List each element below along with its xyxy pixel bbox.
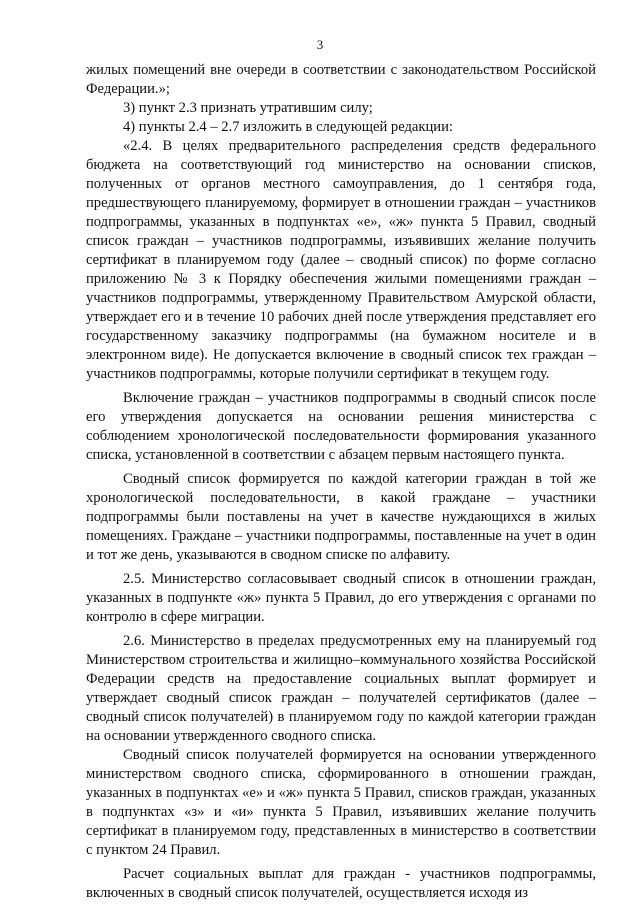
paragraph-2-4: «2.4. В целях предварительного распределения средств федерального бюджета на соответствующий год министерство на основании списков, полученных от органов местного самоуправления, до 1 сентября года, предшествующего планируемому, формирует в отношении граждан – участников подпрограммы, указанных в подпунктах «е», «ж» пункта 5 Правил, сводный список граждан – участников подпрограммы, изъявивших желание получить сертификат в планируемом году (далее – сводный список) по форме согласно приложению № 3 к Порядку обеспечения жилыми помещениями граждан – участников подпрограммы, утвержденному Правительством Амурской области, утверждает его и в течение 10 рабочих дней после утверждения представляет его государственному заказчику подпрограммы (на бумажном носителе и в электронном виде). Не допускается включение в сводный список тех граждан – участников подпрограммы, которые получили сертификат в текущем году. [86, 138, 596, 382]
paragraph-recipients-list: Сводный список получателей формируется на основании утвержденного министерством сводного списка, сформированного в отношении граждан, указанных в подпунктах «е» и «ж» пункта 5 Правил, списков граждан, указанных в подпунктах «з» и «и» пункта 5 Правил, изъявивших желание получить сертификат в планируемом году, представленных в министерство в соответствии с пунктом 24 Правил. [86, 747, 596, 858]
paragraph-item-4: 4) пункты 2.4 – 2.7 изложить в следующей редакции: [123, 119, 453, 135]
paragraph-item-3: 3) пункт 2.3 признать утратившим силу; [123, 100, 373, 116]
paragraph-formation: Сводный список формируется по каждой категории граждан в той же хронологической последовательности, в какой граждане – участники подпрограммы были поставлены на учет в качестве нуждающихся в жилых помещениях. Граждане – участники подпрограммы, поставленные на учет в один и тот же день, указываются в сводном списке по алфавиту. [86, 471, 596, 563]
paragraph-calculation: Расчет социальных выплат для граждан - участников подпрограммы, включенных в сводный список получателей, осуществляется исходя из [86, 866, 596, 901]
page-number: 3 [316, 37, 324, 52]
paragraph-inclusion: Включение граждан – участников подпрограммы в сводный список после его утверждения допускается на основании решения министерства с соблюдением хронологической последовательности формирования указанного списка, установленной в соответствии с абзацем первым настоящего пункта. [86, 390, 596, 463]
paragraph-2-6: 2.6. Министерство в пределах предусмотренных ему на планируемый год Министерством строительства и жилищно–коммунального хозяйства Российской Федерации средств на предоставление социальных выплат формирует и утверждает сводный список граждан – получателей сертификатов (далее – сводный список получателей) в планируемом году по каждой категории граждан на основании утвержденного сводного списка. [86, 633, 596, 744]
paragraph-continuation: жилых помещений вне очереди в соответствии с законодательством Российской Федерации.»; [86, 62, 596, 97]
document-body [86, 61, 596, 903]
paragraph-2-5: 2.5. Министерство согласовывает сводный список в отношении граждан, указанных в подпункте «ж» пункта 5 Правил, до его утверждения с органами по контролю в сфере миграции. [86, 571, 596, 625]
